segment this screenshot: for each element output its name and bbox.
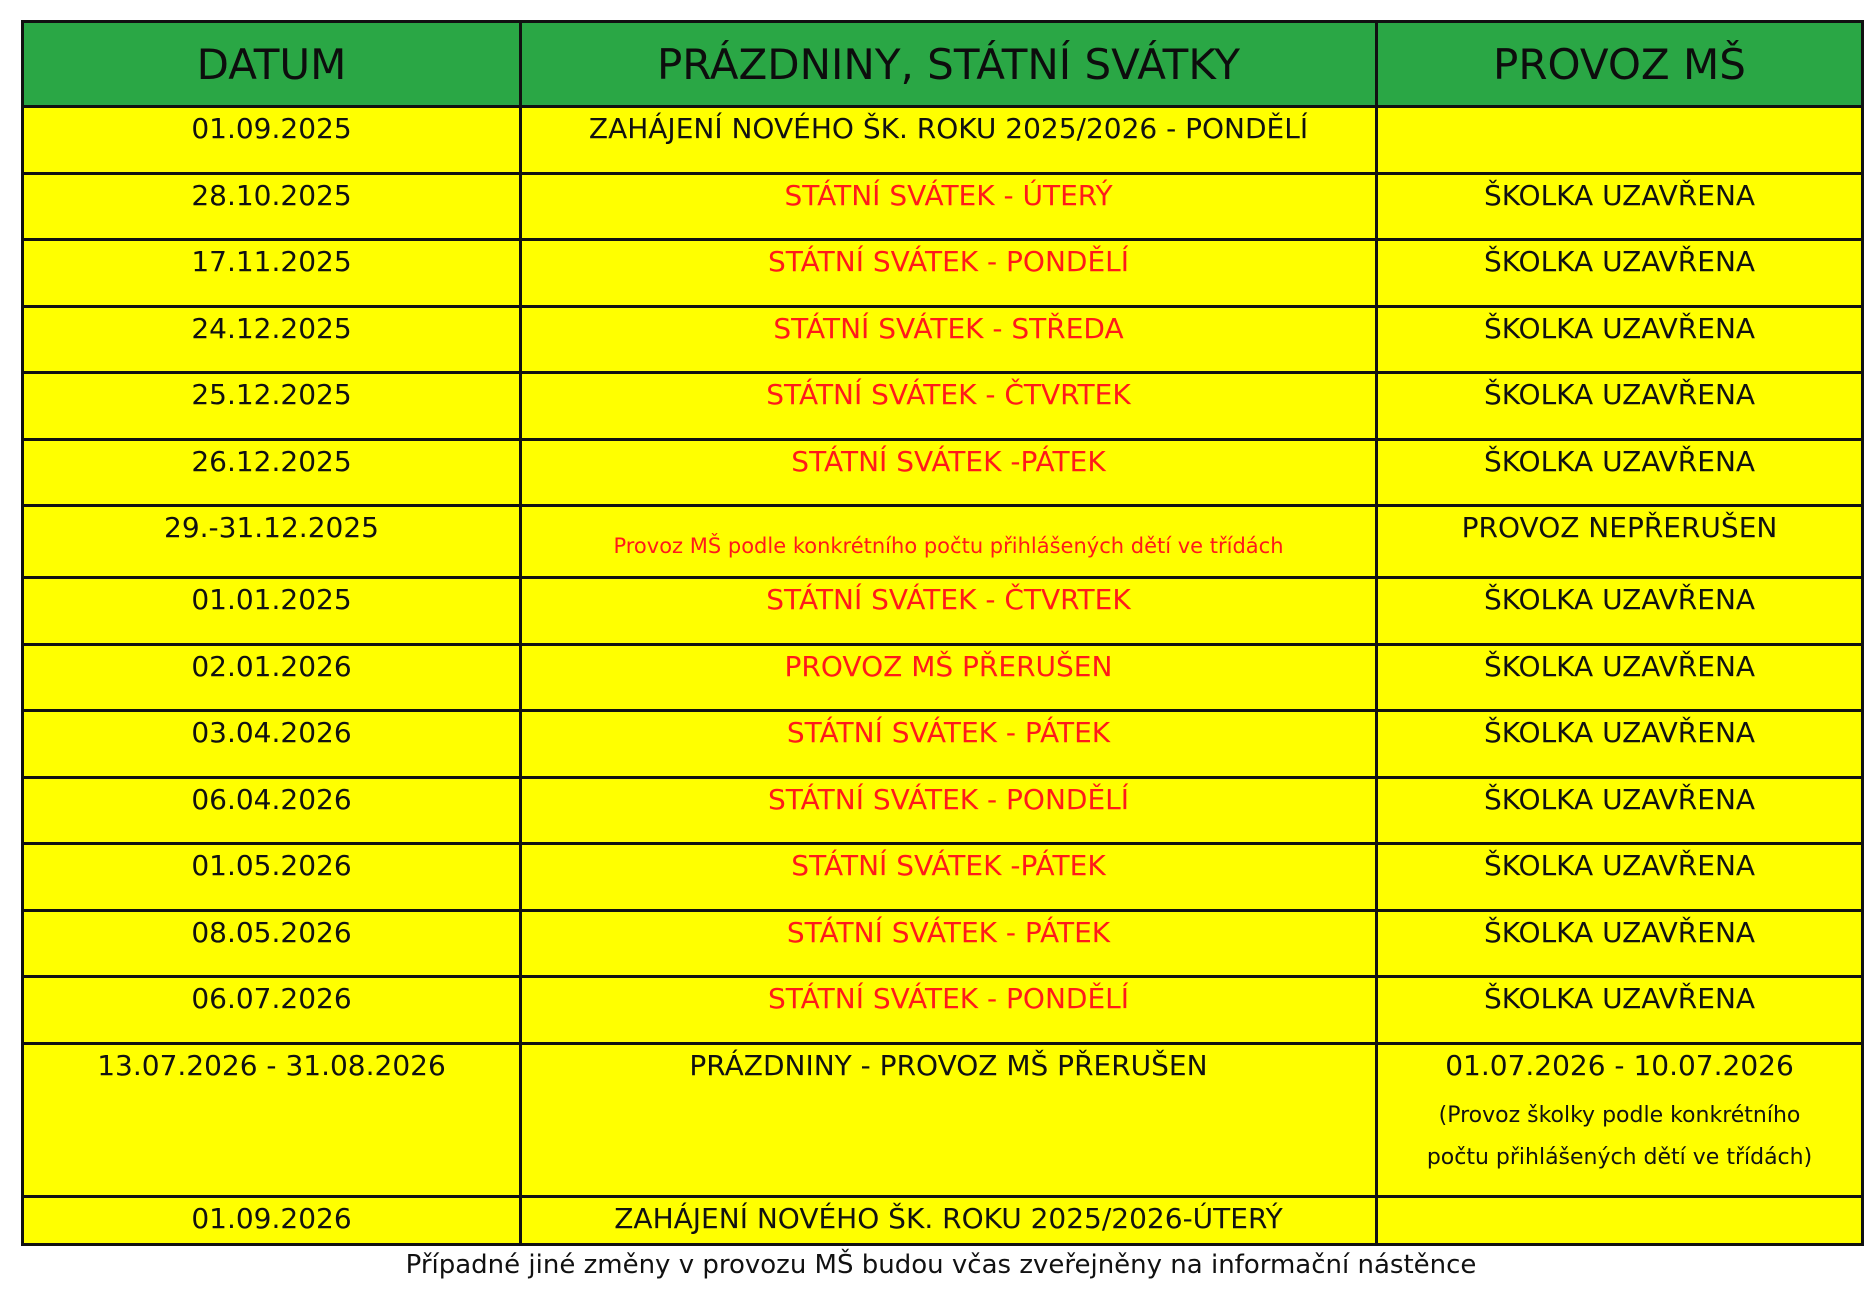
status-cell: ŠKOLKA UZAVŘENA xyxy=(1377,711,1863,778)
table-row xyxy=(23,578,1863,645)
table-row xyxy=(23,844,1863,911)
holiday-cell: ZAHÁJENÍ NOVÉHO ŠK. ROKU 2025/2026 - PONDĚLÍ xyxy=(521,107,1377,174)
holiday-cell: STÁTNÍ SVÁTEK - PONDĚLÍ xyxy=(521,777,1377,844)
table-row xyxy=(23,240,1863,307)
holiday-cell: PROVOZ MŠ PŘERUŠEN xyxy=(521,644,1377,711)
table-row xyxy=(23,373,1863,440)
date-cell: 01.05.2026 xyxy=(23,844,521,911)
holiday-cell: STÁTNÍ SVÁTEK - ÚTERÝ xyxy=(521,173,1377,240)
status-cell: ŠKOLKA UZAVŘENA xyxy=(1377,306,1863,373)
status-cell: PROVOZ NEPŘERUŠEN xyxy=(1377,506,1863,578)
status-note-line-1: (Provoz školky podle konkrétního xyxy=(1438,1102,1801,1128)
date-cell: 06.04.2026 xyxy=(23,777,521,844)
status-cell: ŠKOLKA UZAVŘENA xyxy=(1377,173,1863,240)
table-row xyxy=(23,644,1863,711)
holiday-cell: PRÁZDNINY - PROVOZ MŠ PŘERUŠEN xyxy=(521,1043,1377,1196)
table-row xyxy=(23,306,1863,373)
date-cell: 28.10.2025 xyxy=(23,173,521,240)
status-cell: ŠKOLKA UZAVŘENA xyxy=(1377,373,1863,440)
date-cell: 08.05.2026 xyxy=(23,910,521,977)
footnote: Případné jiné změny v provozu MŠ budou včas zveřejněny na informační nástěnce xyxy=(405,1250,1477,1280)
status-cell xyxy=(1377,1196,1863,1244)
table-row xyxy=(23,506,1863,578)
status-cell: ŠKOLKA UZAVŘENA xyxy=(1377,777,1863,844)
table-row xyxy=(23,711,1863,778)
date-cell: 01.09.2026 xyxy=(23,1196,521,1244)
header-date: DATUM xyxy=(23,22,521,107)
header-status: PROVOZ MŠ xyxy=(1377,22,1863,107)
date-cell: 06.07.2026 xyxy=(23,977,521,1044)
status-cell: ŠKOLKA UZAVŘENA xyxy=(1377,844,1863,911)
date-cell: 17.11.2025 xyxy=(23,240,521,307)
status-note-line-2: počtu přihlášených dětí ve třídách) xyxy=(1426,1144,1813,1170)
holiday-schedule-table xyxy=(21,20,1864,1246)
date-cell: 25.12.2025 xyxy=(23,373,521,440)
table-row xyxy=(23,439,1863,506)
table-row xyxy=(23,1043,1863,1196)
table-row xyxy=(23,910,1863,977)
header-holiday: PRÁZDNINY, STÁTNÍ SVÁTKY xyxy=(521,22,1377,107)
holiday-cell: STÁTNÍ SVÁTEK - PONDĚLÍ xyxy=(521,240,1377,307)
holiday-cell: STÁTNÍ SVÁTEK -PÁTEK xyxy=(521,844,1377,911)
holiday-cell: STÁTNÍ SVÁTEK -PÁTEK xyxy=(521,439,1377,506)
date-cell: 02.01.2026 xyxy=(23,644,521,711)
status-cell xyxy=(1377,1043,1863,1196)
holiday-cell: STÁTNÍ SVÁTEK - ČTVRTEK xyxy=(521,373,1377,440)
holiday-cell: STÁTNÍ SVÁTEK - PÁTEK xyxy=(521,910,1377,977)
holiday-cell: STÁTNÍ SVÁTEK - PÁTEK xyxy=(521,711,1377,778)
status-cell: ŠKOLKA UZAVŘENA xyxy=(1377,578,1863,645)
holiday-cell: STÁTNÍ SVÁTEK - PONDĚLÍ xyxy=(521,977,1377,1044)
table-row xyxy=(23,977,1863,1044)
table-row xyxy=(23,1196,1863,1244)
table-row xyxy=(23,107,1863,174)
date-cell: 13.07.2026 - 31.08.2026 xyxy=(23,1043,521,1196)
status-cell: ŠKOLKA UZAVŘENA xyxy=(1377,439,1863,506)
status-cell: ŠKOLKA UZAVŘENA xyxy=(1377,977,1863,1044)
date-cell: 29.-31.12.2025 xyxy=(23,506,521,578)
date-cell: 01.01.2025 xyxy=(23,578,521,645)
header-row xyxy=(23,22,1863,107)
date-cell: 01.09.2025 xyxy=(23,107,521,174)
table-row xyxy=(23,173,1863,240)
holiday-cell xyxy=(521,506,1377,578)
holiday-cell: STÁTNÍ SVÁTEK - STŘEDA xyxy=(521,306,1377,373)
table-row xyxy=(23,777,1863,844)
date-cell: 03.04.2026 xyxy=(23,711,521,778)
status-cell xyxy=(1377,107,1863,174)
holiday-cell: STÁTNÍ SVÁTEK - ČTVRTEK xyxy=(521,578,1377,645)
date-cell: 24.12.2025 xyxy=(23,306,521,373)
status-cell: ŠKOLKA UZAVŘENA xyxy=(1377,910,1863,977)
status-range: 01.07.2026 - 10.07.2026 xyxy=(1445,1048,1794,1082)
status-cell: ŠKOLKA UZAVŘENA xyxy=(1377,240,1863,307)
date-cell: 26.12.2025 xyxy=(23,439,521,506)
holiday-note: Provoz MŠ podle konkrétního počtu přihlášených dětí ve třídách xyxy=(613,534,1284,558)
holiday-cell: ZAHÁJENÍ NOVÉHO ŠK. ROKU 2025/2026-ÚTERÝ xyxy=(521,1196,1377,1244)
status-cell: ŠKOLKA UZAVŘENA xyxy=(1377,644,1863,711)
